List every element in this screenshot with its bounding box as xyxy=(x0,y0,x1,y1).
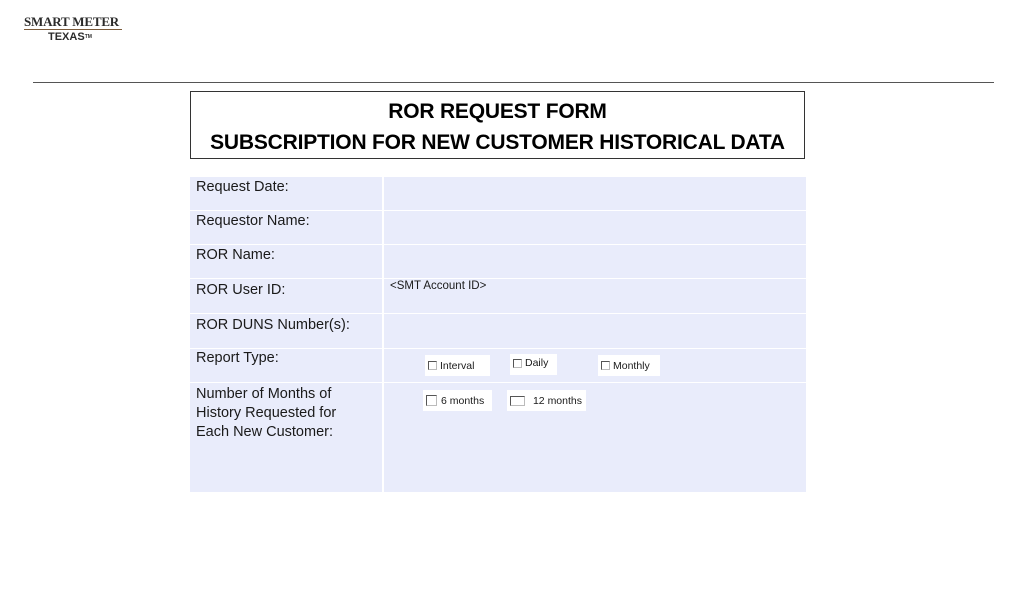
twelve-months-checkbox[interactable] xyxy=(510,396,525,406)
daily-label: Daily xyxy=(525,357,549,369)
monthly-checkbox[interactable] xyxy=(601,361,610,370)
interval-checkbox[interactable] xyxy=(428,361,437,370)
requestor-name-label: Requestor Name: xyxy=(190,211,384,244)
logo-line-2-text: TEXAS xyxy=(48,31,85,43)
row-months-history xyxy=(190,383,806,492)
request-form-table xyxy=(190,177,806,492)
months-history-label-line-2: History Requested for xyxy=(196,405,337,421)
smart-meter-texas-logo xyxy=(24,14,122,43)
row-report-type xyxy=(190,349,806,383)
months-history-label xyxy=(190,383,384,492)
requestor-name-field[interactable] xyxy=(384,211,806,244)
ror-name-label: ROR Name: xyxy=(190,245,384,278)
form-title-box xyxy=(190,91,805,159)
report-type-options xyxy=(384,349,806,382)
request-date-label: Request Date: xyxy=(190,177,384,210)
report-type-interval-option[interactable] xyxy=(425,355,490,376)
ror-duns-label: ROR DUNS Number(s): xyxy=(190,314,384,348)
logo-line-2 xyxy=(24,31,122,43)
ror-duns-field[interactable] xyxy=(384,314,806,348)
months-history-options xyxy=(384,383,806,492)
monthly-label: Monthly xyxy=(613,359,650,372)
form-title-line-1: ROR REQUEST FORM xyxy=(388,100,607,123)
six-months-label: 6 months xyxy=(441,394,485,407)
twelve-months-label: 12 months xyxy=(532,394,582,407)
ror-user-id-label: ROR User ID: xyxy=(190,279,384,313)
report-type-label: Report Type: xyxy=(190,349,384,382)
row-request-date xyxy=(190,177,806,211)
months-history-label-line-1: Number of Months of xyxy=(196,386,332,402)
ror-user-id-field[interactable] xyxy=(384,279,806,313)
six-months-checkbox[interactable] xyxy=(426,395,437,406)
report-type-daily-option[interactable] xyxy=(510,354,557,375)
header-divider xyxy=(33,82,994,83)
report-type-monthly-option[interactable] xyxy=(598,355,660,376)
months-history-label-line-3: Each New Customer: xyxy=(196,424,333,440)
ror-name-field[interactable] xyxy=(384,245,806,278)
daily-checkbox[interactable] xyxy=(513,359,522,368)
ror-user-id-value: <SMT Account ID> xyxy=(390,280,487,292)
row-requestor-name xyxy=(190,211,806,245)
row-ror-name xyxy=(190,245,806,279)
six-months-option[interactable] xyxy=(423,390,492,411)
row-ror-user-id xyxy=(190,279,806,314)
twelve-months-option[interactable] xyxy=(507,390,586,411)
row-ror-duns xyxy=(190,314,806,349)
form-title-line-2: SUBSCRIPTION FOR NEW CUSTOMER HISTORICAL DATA xyxy=(210,131,785,154)
request-date-field[interactable] xyxy=(384,177,806,210)
logo-rule xyxy=(24,29,122,30)
logo-line-1: SMART METER xyxy=(24,14,119,29)
logo-trademark: TM xyxy=(84,34,92,40)
interval-label: Interval xyxy=(440,359,475,372)
